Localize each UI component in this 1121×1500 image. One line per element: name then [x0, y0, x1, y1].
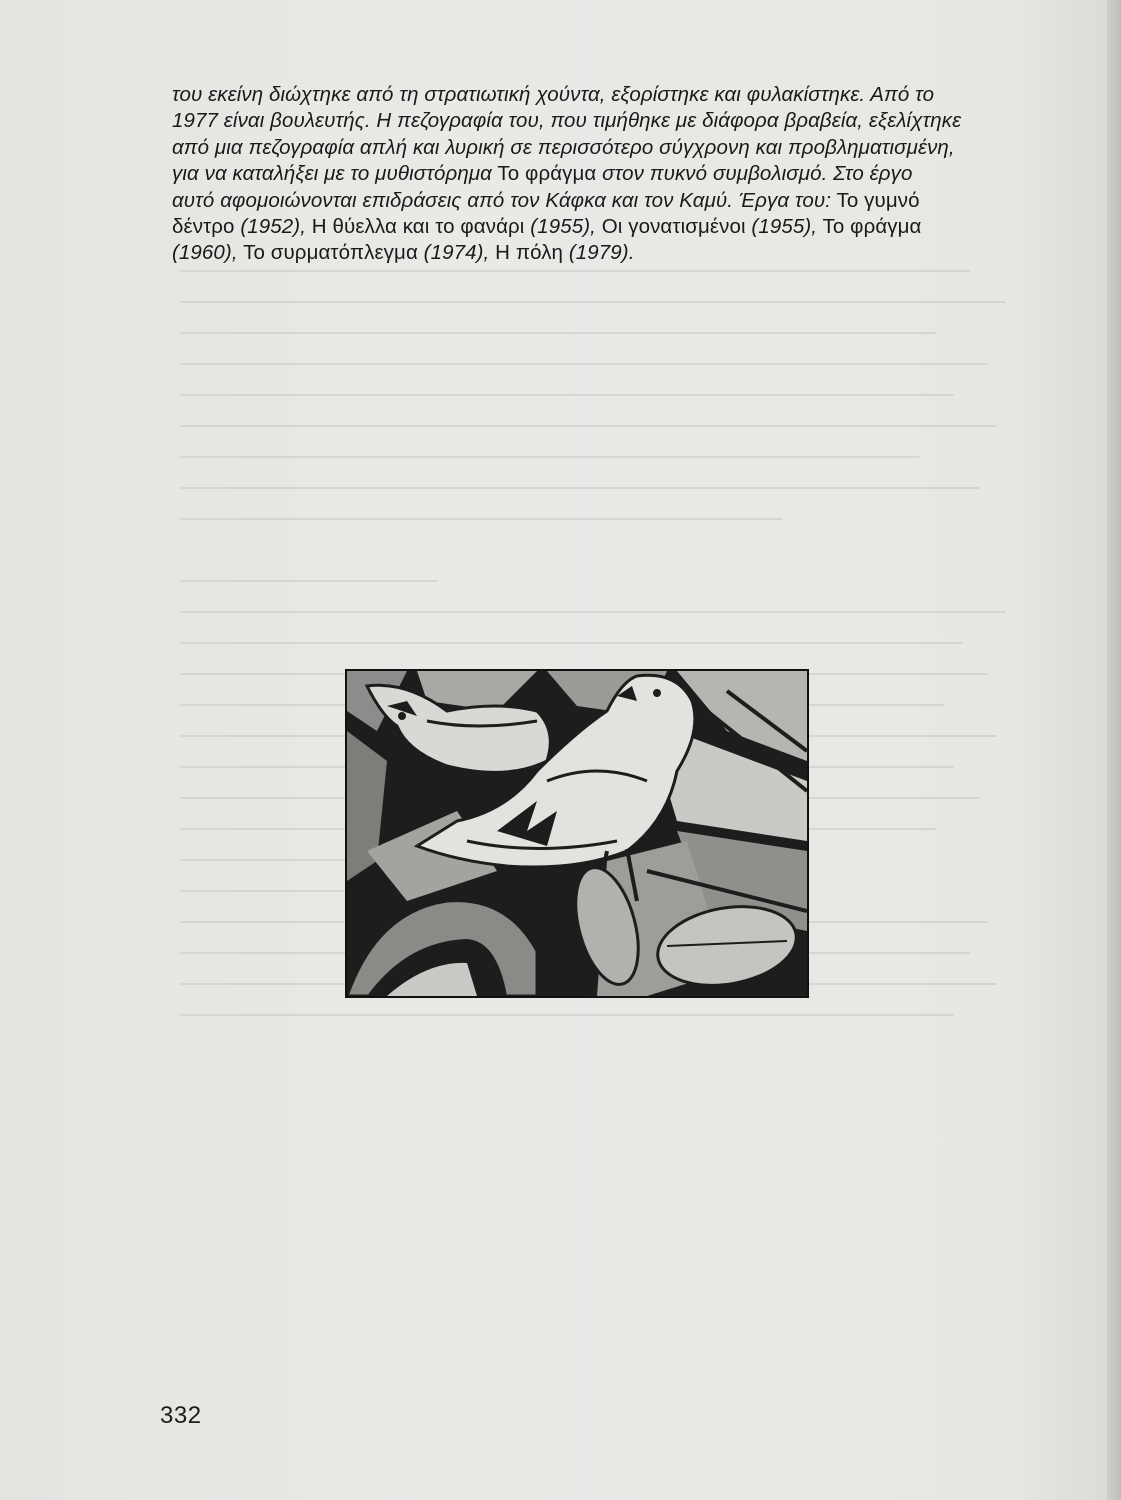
- text-line: [172, 135, 1020, 161]
- page-number: 332: [160, 1402, 202, 1429]
- text-line: [172, 214, 1020, 240]
- text-line: [172, 188, 1020, 214]
- text-line: [172, 161, 1020, 187]
- dove-woodcut-illustration: [345, 669, 809, 998]
- text-line: [172, 108, 1020, 134]
- dove-woodcut-graphic: [347, 671, 807, 996]
- work-year: (1955),: [524, 215, 596, 239]
- work-title: Το συρματόπλεγμα: [237, 241, 418, 265]
- text-span: για να καταλήξει με το μυθιστόρημα: [172, 162, 492, 186]
- work-year: (1974),: [417, 241, 490, 265]
- work-title: Οι γονατισμένοι: [595, 215, 746, 239]
- page-edge-shadow: [1107, 0, 1121, 1500]
- work-year: (1955),: [745, 215, 818, 239]
- text-span: από μια πεζογραφία απλή και λυρική σε περισσότερο σύγχρονη και προβληματισμένη,: [172, 135, 955, 159]
- work-title: δέντρο: [172, 215, 235, 239]
- work-title: Το φράγμα: [817, 215, 922, 239]
- work-year: (1960),: [172, 241, 238, 265]
- work-title: Η θύελλα και το φανάρι: [306, 215, 525, 239]
- author-biography-paragraph: [172, 82, 1020, 267]
- text-span: αυτό αφομοιώνονται επιδράσεις από τον Κάφκα και τον Καμύ. Έργα του:: [172, 188, 832, 212]
- text-line: [172, 82, 1020, 108]
- work-year: (1952),: [234, 215, 307, 239]
- text-span: στον πυκνό συμβολισμό. Στο έργο: [602, 162, 913, 186]
- work-title: Το φράγμα: [491, 162, 603, 186]
- text-span: 1977 είναι βουλευτής. Η πεζογραφία του, που τιμήθηκε με διάφορα βραβεία, εξελίχτηκε: [172, 109, 962, 133]
- work-title: Η πόλη: [489, 241, 564, 265]
- text-line: [172, 240, 1020, 266]
- work-title: Το γυμνό: [831, 188, 920, 212]
- work-year: (1979).: [563, 241, 635, 265]
- text-span: του εκείνη διώχτηκε από τη στρατιωτική χούντα, εξορίστηκε και φυλακίστηκε. Από το: [172, 83, 935, 106]
